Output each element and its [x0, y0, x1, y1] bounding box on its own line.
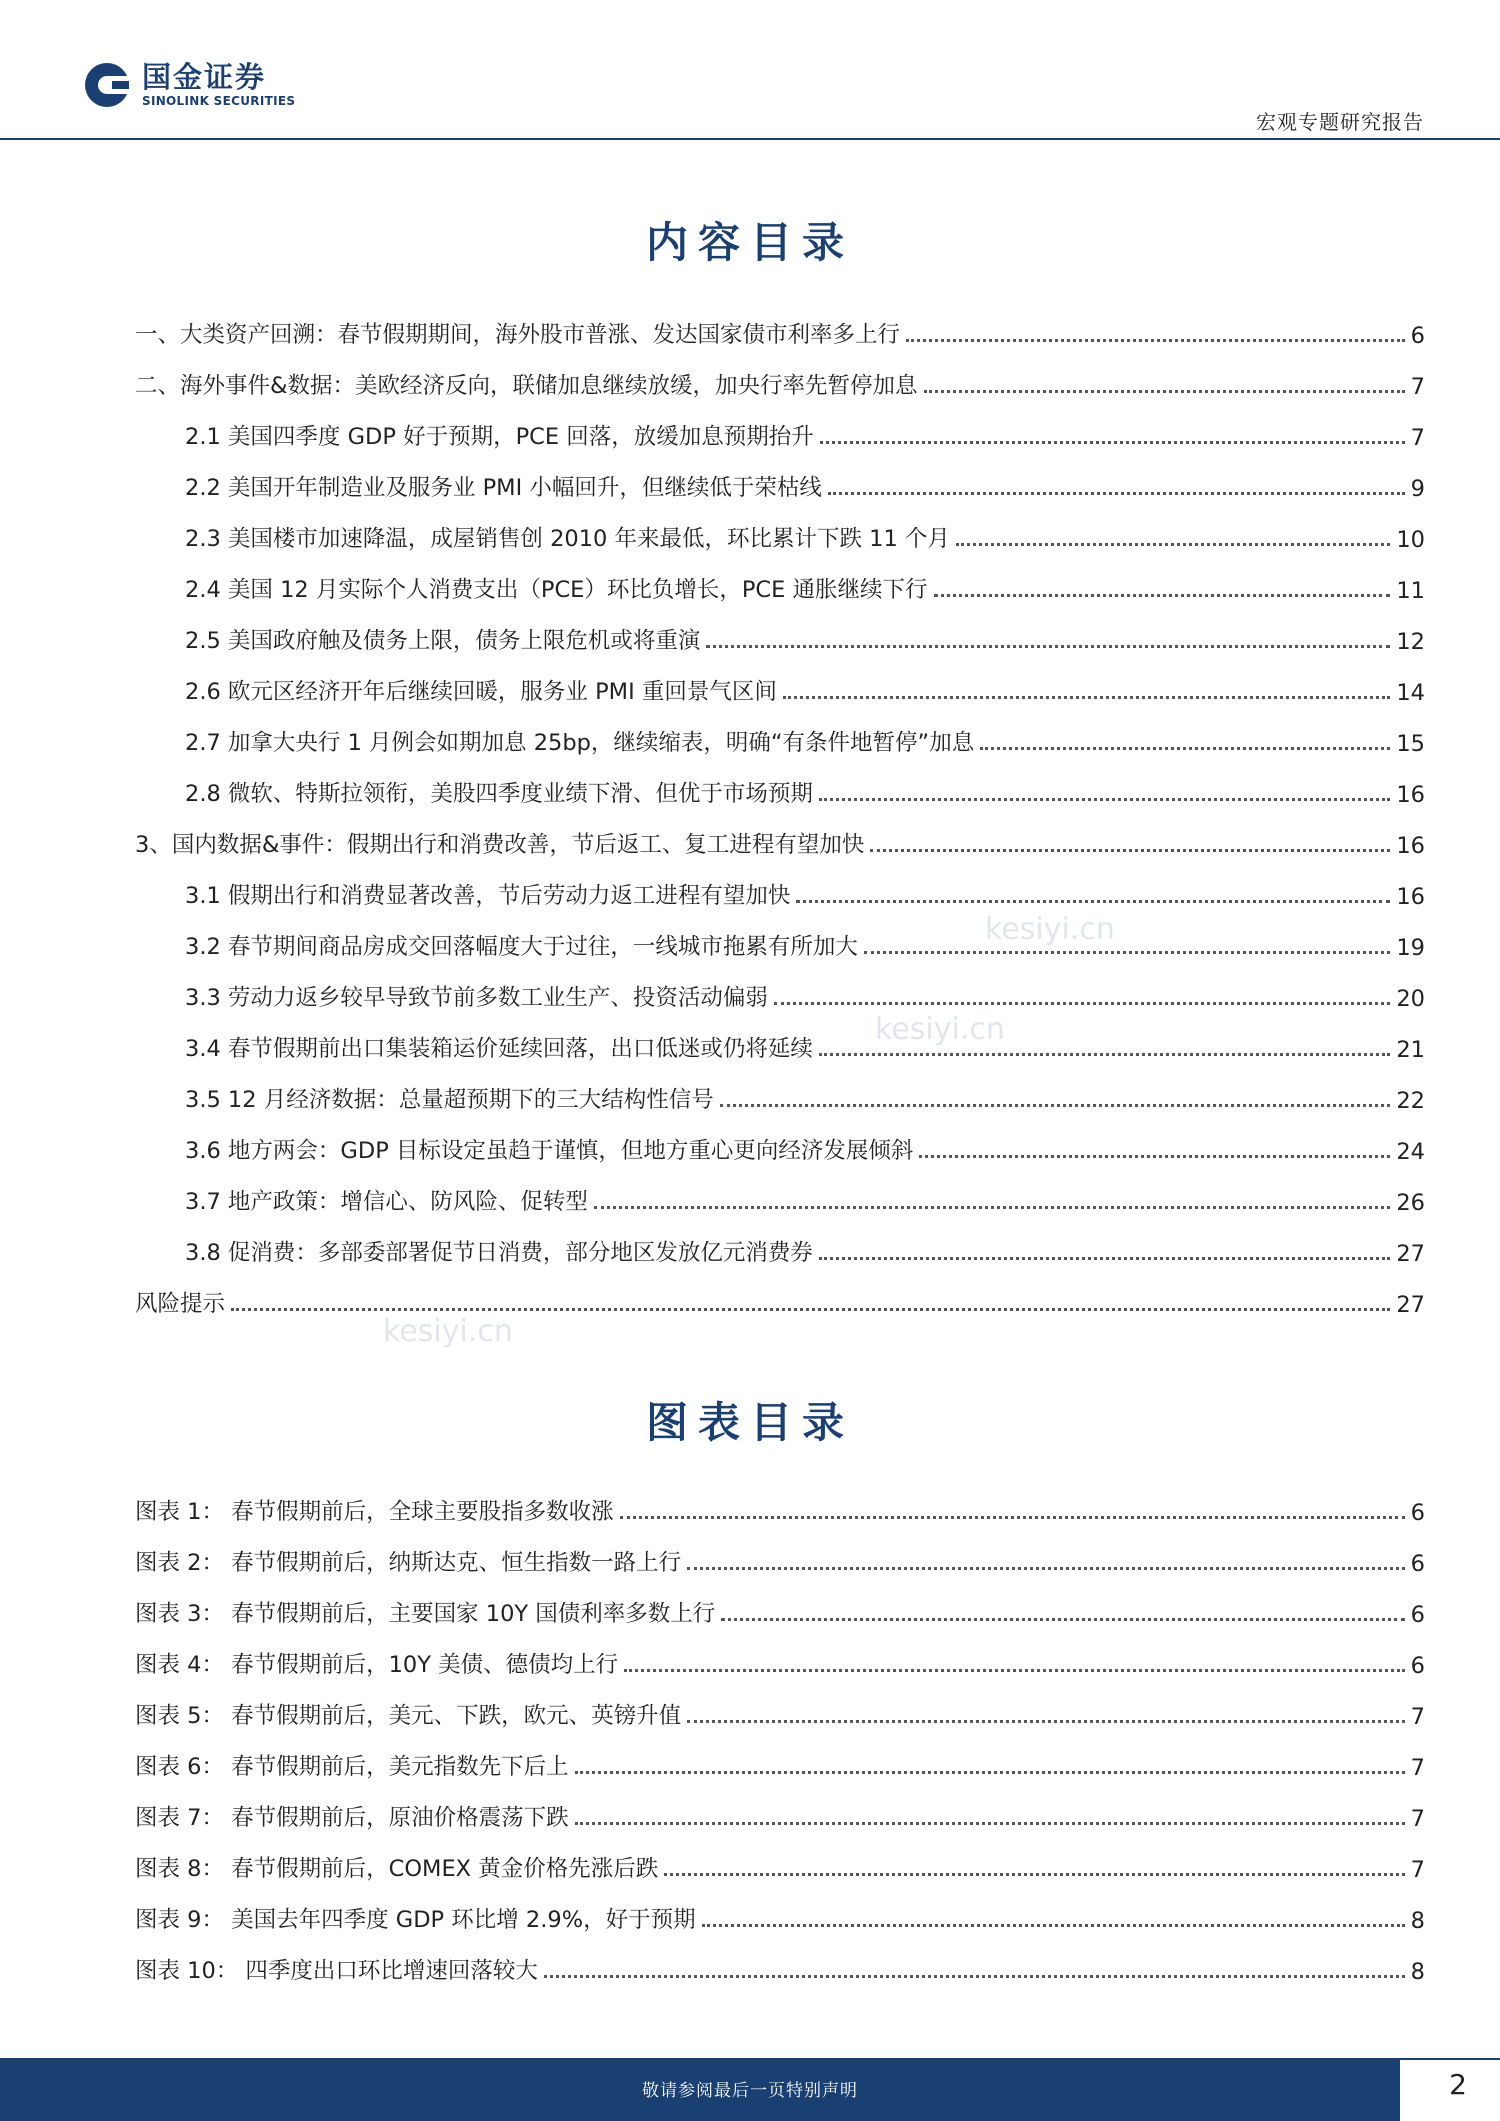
company-logo — [82, 60, 295, 110]
toc-entry[interactable] — [135, 298, 1425, 349]
header-divider — [0, 138, 1500, 140]
dot-leader — [820, 441, 1405, 444]
toc-entry[interactable] — [135, 757, 1425, 808]
toc-entry[interactable] — [135, 1577, 1425, 1628]
dot-leader — [624, 1669, 1405, 1672]
dot-leader — [956, 543, 1390, 546]
toc-entry-page: 7 — [1410, 374, 1425, 400]
toc-entry-page: 7 — [1410, 1704, 1425, 1730]
toc-entry-page: 19 — [1396, 935, 1425, 961]
toc-entry-page: 14 — [1396, 680, 1425, 706]
toc-entry-text: 2.8 微软、特斯拉领衔，美股四季度业绩下滑、但优于市场预期 — [185, 781, 813, 807]
toc-entry-text: 2.2 美国开年制造业及服务业 PMI 小幅回升，但继续低于荣枯线 — [185, 475, 822, 501]
toc-entry-text: 3、国内数据&事件：假期出行和消费改善，节后返工、复工进程有望加快 — [135, 832, 865, 858]
toc-title: 内容目录 — [645, 218, 854, 267]
dot-leader — [706, 645, 1390, 648]
dot-leader — [819, 1053, 1390, 1056]
toc-entry[interactable] — [135, 502, 1425, 553]
toc-entry[interactable] — [135, 1781, 1425, 1832]
toc-entry-page: 10 — [1396, 527, 1425, 553]
dot-leader — [924, 390, 1405, 393]
toc-entry-page: 11 — [1396, 578, 1425, 604]
toc-entry-page: 6 — [1410, 1602, 1425, 1628]
toc-entry-text: 图表 10： 四季度出口环比增速回落较大 — [135, 1958, 538, 1984]
toc-entry-text: 3.1 假期出行和消费显著改善，节后劳动力返工进程有望加快 — [185, 883, 791, 909]
toc-entry-text: 一、大类资产回溯：春节假期期间，海外股市普涨、发达国家债市利率多上行 — [135, 322, 901, 348]
toc-entry-page: 27 — [1396, 1241, 1425, 1267]
toc-entry[interactable] — [135, 655, 1425, 706]
toc-entry[interactable] — [135, 1267, 1425, 1318]
toc-entry-page: 7 — [1410, 1755, 1425, 1781]
toc-entry[interactable] — [135, 1475, 1425, 1526]
dot-leader — [544, 1975, 1405, 1978]
toc-entry[interactable] — [135, 1063, 1425, 1114]
toc-entry-text: 2.4 美国 12 月实际个人消费支出（PCE）环比负增长，PCE 通胀继续下行 — [185, 577, 928, 603]
toc-entry-text: 图表 7： 春节假期前后，原油价格震荡下跌 — [135, 1805, 569, 1831]
toc-entry-page: 8 — [1410, 1908, 1425, 1934]
toc-entry-text: 2.6 欧元区经济开年后继续回暖，服务业 PMI 重回景气区间 — [185, 679, 777, 705]
toc-entry-text: 3.3 劳动力返乡较早导致节前多数工业生产、投资活动偏弱 — [185, 985, 768, 1011]
dot-leader — [575, 1822, 1405, 1825]
toc-entry-page: 16 — [1396, 833, 1425, 859]
toc-entry[interactable] — [135, 400, 1425, 451]
toc-entry[interactable] — [135, 706, 1425, 757]
toc-entry-page: 20 — [1396, 986, 1425, 1012]
logo-mark-icon — [82, 60, 132, 110]
toc-entry-text: 风险提示 — [135, 1291, 226, 1317]
toc-entry-text: 图表 5： 春节假期前后，美元、下跌，欧元、英镑升值 — [135, 1703, 682, 1729]
toc-entry-text: 3.8 促消费：多部委部署促节日消费，部分地区发放亿元消费券 — [185, 1240, 813, 1266]
dot-leader — [870, 849, 1390, 852]
toc-entry-text: 3.4 春节假期前出口集装箱运价延续回落，出口低迷或仍将延续 — [185, 1036, 813, 1062]
toc-entry[interactable] — [135, 1934, 1425, 1985]
footer-disclaimer: 敬请参阅最后一页特别声明 — [642, 2081, 858, 2101]
dot-leader — [664, 1873, 1404, 1876]
toc-entry-text: 二、海外事件&数据：美欧经济反向，联储加息继续放缓，加央行率先暂停加息 — [135, 373, 918, 399]
toc-entry-page: 16 — [1396, 884, 1425, 910]
dot-leader — [687, 1720, 1405, 1723]
figure-list — [135, 1475, 1425, 1985]
dot-leader — [796, 900, 1390, 903]
dot-leader — [620, 1516, 1405, 1519]
toc-entry[interactable] — [135, 1012, 1425, 1063]
dot-leader — [594, 1206, 1390, 1209]
dot-leader — [819, 798, 1390, 801]
dot-leader — [231, 1308, 1390, 1311]
toc-entry-text: 2.3 美国楼市加速降温，成屋销售创 2010 年来最低，环比累计下跌 11 个月 — [185, 526, 950, 552]
dot-leader — [720, 1104, 1391, 1107]
toc-entry-page: 15 — [1396, 731, 1425, 757]
dot-leader — [774, 1002, 1390, 1005]
dot-leader — [783, 696, 1391, 699]
toc-entry[interactable] — [135, 604, 1425, 655]
toc-entry-page: 9 — [1410, 476, 1425, 502]
dot-leader — [575, 1771, 1405, 1774]
toc-entry-text: 3.5 12 月经济数据：总量超预期下的三大结构性信号 — [185, 1087, 714, 1113]
toc-entry-text: 3.6 地方两会：GDP 目标设定虽趋于谨慎，但地方重心更向经济发展倾斜 — [185, 1138, 914, 1164]
toc-entry[interactable] — [135, 859, 1425, 910]
toc-entry-text: 图表 1： 春节假期前后，全球主要股指多数收涨 — [135, 1499, 614, 1525]
toc-entry-text: 图表 4： 春节假期前后，10Y 美债、德债均上行 — [135, 1652, 619, 1678]
toc-entry-page: 27 — [1396, 1292, 1425, 1318]
logo-english-name: SINOLINK SECURITIES — [142, 94, 296, 108]
toc-entry-text: 图表 6： 春节假期前后，美元指数先下后上 — [135, 1754, 569, 1780]
toc-entry-text: 3.2 春节期间商品房成交回落幅度大于过往，一线城市拖累有所加大 — [185, 934, 858, 960]
toc-entry-page: 21 — [1396, 1037, 1425, 1063]
dot-leader — [828, 492, 1405, 495]
toc-entry[interactable] — [135, 1216, 1425, 1267]
dot-leader — [721, 1618, 1404, 1621]
dot-leader — [906, 339, 1405, 342]
toc-entry-page: 16 — [1396, 782, 1425, 808]
toc-entry[interactable] — [135, 1628, 1425, 1679]
toc-entry[interactable] — [135, 553, 1425, 604]
dot-leader — [864, 951, 1390, 954]
toc-entry[interactable] — [135, 961, 1425, 1012]
toc-entry-text: 2.7 加拿大央行 1 月例会如期加息 25bp，继续缩表，明确“有条件地暂停”加息 — [185, 730, 975, 756]
toc-entry-page: 12 — [1396, 629, 1425, 655]
toc-entry-page: 8 — [1410, 1959, 1425, 1985]
figure-list-title: 图表目录 — [645, 1398, 854, 1447]
table-of-contents — [135, 298, 1425, 1318]
toc-entry[interactable] — [135, 1114, 1425, 1165]
toc-entry[interactable] — [135, 349, 1425, 400]
dot-leader — [934, 594, 1391, 597]
toc-entry[interactable] — [135, 1526, 1425, 1577]
toc-entry-text: 图表 3： 春节假期前后，主要国家 10Y 国债利率多数上行 — [135, 1601, 716, 1627]
toc-entry[interactable] — [135, 1883, 1425, 1934]
toc-entry[interactable] — [135, 1832, 1425, 1883]
toc-entry-page: 7 — [1410, 1806, 1425, 1832]
toc-entry[interactable] — [135, 1730, 1425, 1781]
toc-entry-text: 2.1 美国四季度 GDP 好于预期，PCE 回落，放缓加息预期抬升 — [185, 424, 814, 450]
report-type: 宏观专题研究报告 — [1256, 110, 1424, 134]
toc-entry-text: 3.7 地产政策：增信心、防风险、促转型 — [185, 1189, 588, 1215]
toc-entry-page: 26 — [1396, 1190, 1425, 1216]
toc-entry[interactable] — [135, 910, 1425, 961]
watermark: kesiyi.cn — [875, 1012, 1005, 1047]
toc-entry[interactable] — [135, 808, 1425, 859]
toc-entry-page: 24 — [1396, 1139, 1425, 1165]
toc-entry-page: 7 — [1410, 1857, 1425, 1883]
dot-leader — [980, 747, 1390, 750]
page-number: 2 — [1449, 2068, 1467, 2101]
toc-entry-text: 图表 2： 春节假期前后，纳斯达克、恒生指数一路上行 — [135, 1550, 682, 1576]
logo-chinese-name: 国金证券 — [142, 60, 267, 94]
toc-entry-page: 6 — [1410, 1551, 1425, 1577]
page-header — [0, 0, 1500, 140]
toc-entry-page: 6 — [1410, 1653, 1425, 1679]
toc-entry-page: 7 — [1410, 425, 1425, 451]
toc-entry-page: 22 — [1396, 1088, 1425, 1114]
toc-entry-page: 6 — [1410, 1500, 1425, 1526]
toc-entry[interactable] — [135, 1165, 1425, 1216]
toc-entry[interactable] — [135, 451, 1425, 502]
dot-leader — [919, 1155, 1390, 1158]
watermark: kesiyi.cn — [985, 912, 1115, 947]
dot-leader — [687, 1567, 1405, 1570]
toc-entry-page: 6 — [1410, 323, 1425, 349]
toc-entry-text: 图表 9： 美国去年四季度 GDP 环比增 2.9%，好于预期 — [135, 1907, 696, 1933]
toc-entry-text: 2.5 美国政府触及债务上限，债务上限危机或将重演 — [185, 628, 701, 654]
toc-entry-text: 图表 8： 春节假期前后，COMEX 黄金价格先涨后跌 — [135, 1856, 659, 1882]
toc-entry[interactable] — [135, 1679, 1425, 1730]
watermark: kesiyi.cn — [383, 1314, 513, 1349]
dot-leader — [819, 1257, 1390, 1260]
dot-leader — [702, 1924, 1405, 1927]
